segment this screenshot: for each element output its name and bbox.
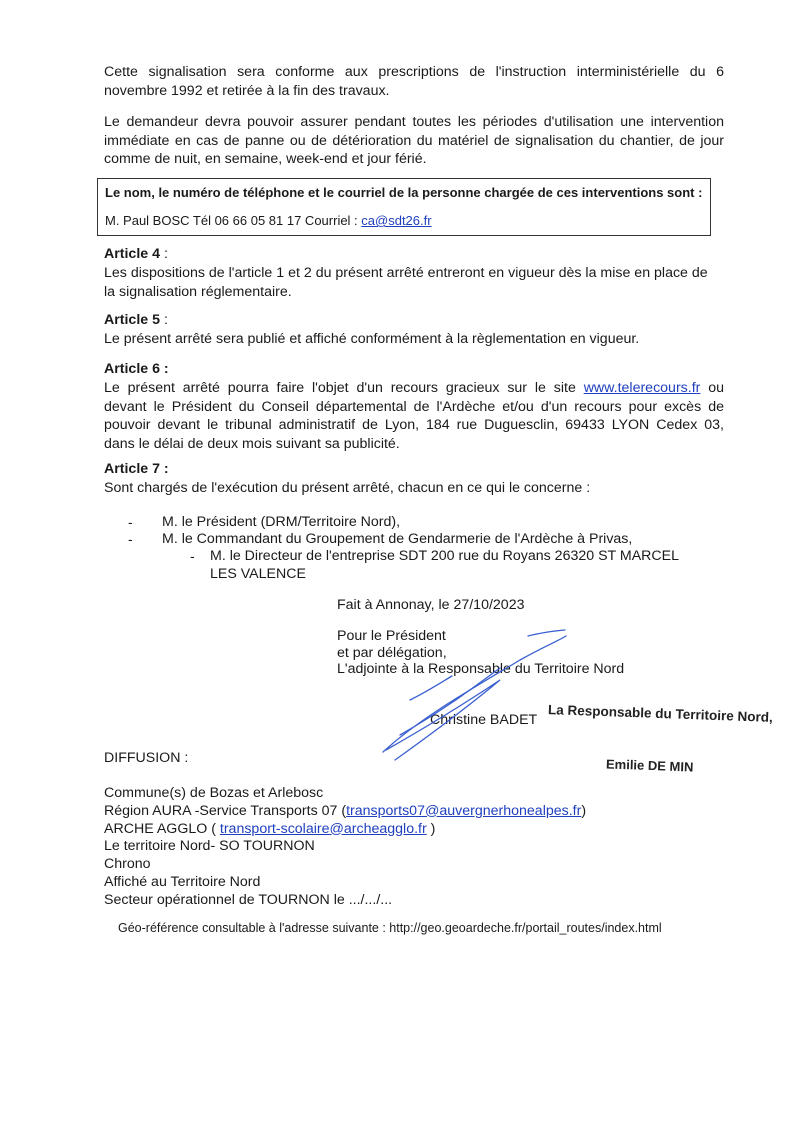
diffusion-list	[104, 785, 586, 910]
article-5-label: Article 5	[104, 312, 160, 328]
transports07-email-link[interactable]: transports07@auvergnerhonealpes.fr	[346, 802, 582, 819]
diffusion-item: Secteur opérationnel de TOURNON le .../.../...	[104, 891, 393, 908]
diffusion-text: )	[426, 820, 436, 837]
list-item: M. le Président (DRM/Territoire Nord),	[162, 514, 401, 530]
diffusion-item: Chrono	[104, 856, 151, 873]
article-6-title: Article 6 :	[104, 361, 169, 377]
telerecours-link[interactable]: www.telerecours.fr	[583, 380, 701, 396]
contact-box-heading: Le nom, le numéro de téléphone et le courriel de la personne chargée de ces interventions sont :	[105, 185, 703, 200]
diffusion-text: )	[581, 802, 587, 819]
stamp-title: La Responsable du Territoire Nord,	[547, 702, 773, 725]
bullet-dash: -	[190, 548, 195, 564]
text-line: Le présent arrêté sera publié et affiché conformément à la règlementation en vigueur.	[104, 331, 640, 347]
article-7-intro: Sont chargés de l'exécution du présent arrêté, chacun en ce qui le concerne :	[104, 480, 591, 496]
diffusion-heading: DIFFUSION :	[104, 750, 189, 766]
article-4-colon: :	[160, 246, 168, 262]
signature-stroke	[528, 630, 565, 636]
contact-email-link[interactable]: ca@sdt26.fr	[361, 213, 432, 228]
signature-stroke	[386, 680, 500, 760]
article-7-title: Article 7 :	[104, 461, 169, 477]
signature-stroke	[400, 668, 500, 735]
diffusion-text: ARCHE AGGLO (	[104, 820, 220, 837]
place-date: Fait à Annonay, le 27/10/2023	[337, 597, 525, 613]
article-4-label: Article 4	[104, 246, 160, 262]
bullet-dash: -	[128, 514, 133, 530]
diffusion-item: Le territoire Nord- SO TOURNON	[104, 838, 315, 855]
diffusion-item	[104, 803, 586, 821]
text-line: pouvoir devant le tribunal administratif de Lyon, 184 rue Duguesclin, 69433 LYON Cedex 03,	[104, 417, 724, 433]
text-line: Le demandeur devra pouvoir assurer pendant toutes les périodes d'utilisation une intervention	[104, 114, 724, 130]
geo-reference-note: Géo-référence consultable à l'adresse suivante : http://geo.geoardeche.fr/portail_routes/index.html	[118, 921, 662, 935]
signature-stroke	[383, 636, 566, 752]
diffusion-item: Commune(s) de Bozas et Arlebosc	[104, 785, 324, 801]
signature-line: Pour le Président	[337, 628, 446, 644]
bullet-dash: -	[128, 531, 133, 547]
text-line: devant le Président du Conseil départemental de l'Ardèche et/ou d'un recours pour excès de	[104, 398, 724, 415]
article-6-text: Le présent arrêté pourra faire l'objet d'un recours gracieux sur le site	[104, 380, 584, 396]
text-line: comme de nuit, en semaine, week-end et jour férié.	[104, 151, 427, 167]
diffusion-item	[104, 821, 586, 839]
text-line: Cette signalisation sera conforme aux prescriptions de l'instruction interministérielle du 6	[104, 64, 724, 80]
list-item: M. le Directeur de l'entreprise SDT 200 rue du Royans 26320 ST MARCEL	[210, 548, 680, 564]
text-line: la signalisation réglementaire.	[104, 283, 292, 300]
contact-text: M. Paul BOSC Tél 06 66 05 81 17 Courriel :	[105, 213, 362, 228]
text-line: novembre 1992 et retirée à la fin des travaux.	[104, 82, 390, 99]
stamp-name: Emilie DE MIN	[605, 756, 694, 775]
text-line: immédiate en cas de panne ou de détérioration du matériel de signalisation du chantier, de jour	[104, 132, 724, 149]
diffusion-item: Affiché au Territoire Nord	[104, 873, 261, 890]
signature-line: et par délégation,	[337, 645, 447, 661]
signature-line: L'adjointe à la Responsable du Territoire Nord	[337, 661, 625, 677]
list-item-continuation: LES VALENCE	[210, 566, 306, 582]
list-item: M. le Commandant du Groupement de Gendarmerie de l'Ardèche à Privas,	[162, 531, 633, 547]
archeagglo-email-link[interactable]: transport-scolaire@archeagglo.fr	[219, 820, 427, 837]
signature-stroke	[410, 676, 452, 700]
signer-name: Christine BADET	[430, 712, 538, 728]
text-line: Les dispositions de l'article 1 et 2 du présent arrêté entreront en vigueur dès la mise en place de	[104, 265, 708, 281]
text-line: dans le délai de deux mois suivant sa publicité.	[104, 435, 400, 452]
article-6-text: ou	[700, 380, 725, 396]
diffusion-text: Région AURA -Service Transports 07 (	[104, 802, 347, 819]
article-5-colon: :	[160, 312, 168, 328]
